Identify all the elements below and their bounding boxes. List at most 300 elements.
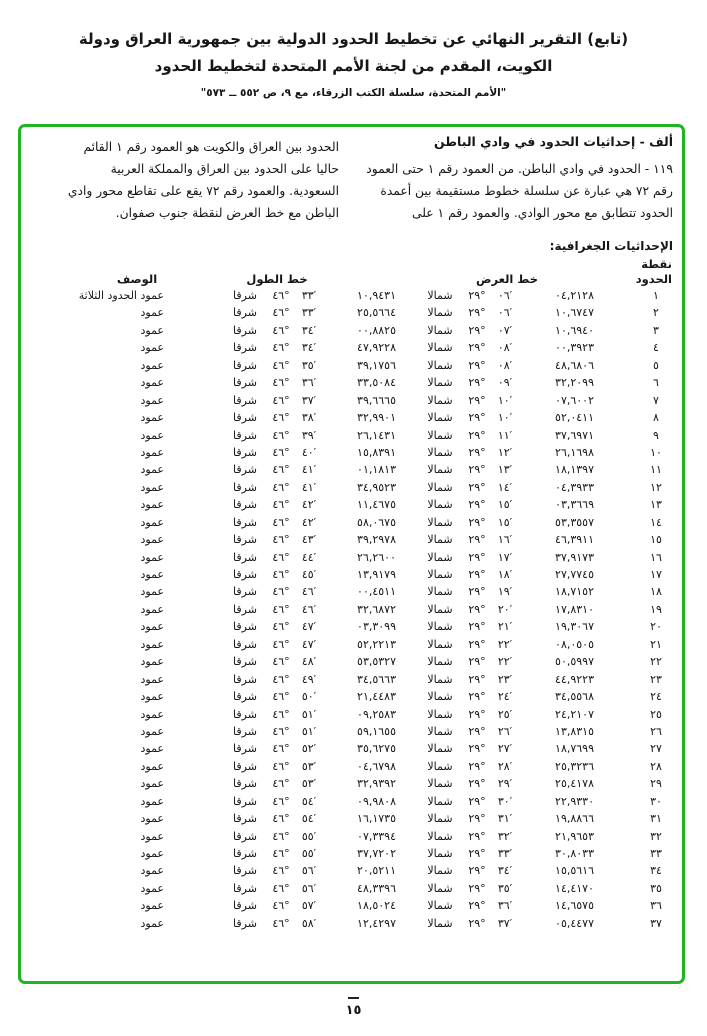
north-label: شمالا bbox=[427, 602, 453, 616]
east-label: شرقا bbox=[233, 742, 257, 756]
longitude-minutes: ٤٢′ bbox=[301, 498, 317, 512]
longitude-degrees: ٤٦° bbox=[272, 794, 290, 808]
longitude-seconds: ٣٣,٥٠٨٤ bbox=[357, 376, 396, 390]
latitude-seconds: ٠٤,٢١٢٨ bbox=[555, 289, 594, 302]
north-label: شمالا bbox=[427, 777, 453, 791]
point-number: ٢ bbox=[653, 306, 659, 320]
longitude-seconds: ٣٤,٥٦٦٣ bbox=[357, 672, 396, 686]
point-number: ٣٥ bbox=[650, 881, 662, 895]
east-label: شرقا bbox=[233, 812, 257, 826]
longitude-seconds: ٣٤,٩٥٢٣ bbox=[357, 480, 396, 494]
longitude-seconds: ٣٩,٦٦٦٥ bbox=[357, 393, 396, 407]
table-row bbox=[0, 376, 707, 393]
table-row bbox=[0, 394, 707, 411]
latitude-degrees: ٢٩° bbox=[468, 358, 486, 372]
latitude-minutes: ١٠′ bbox=[497, 393, 513, 407]
table-row bbox=[0, 917, 707, 934]
table-row bbox=[0, 446, 707, 463]
east-label: شرقا bbox=[233, 358, 257, 372]
north-label: شمالا bbox=[427, 847, 453, 860]
latitude-degrees: ٢٩° bbox=[468, 655, 486, 669]
longitude-seconds: ١١,٤٦٧٥ bbox=[357, 498, 396, 512]
table-row bbox=[0, 341, 707, 358]
latitude-minutes: ٣١′ bbox=[497, 812, 513, 826]
north-label: شمالا bbox=[427, 533, 453, 547]
latitude-minutes: ١٧′ bbox=[497, 550, 513, 564]
point-number: ١٩ bbox=[650, 602, 662, 616]
longitude-minutes: ٤١′ bbox=[301, 480, 317, 494]
east-label: شرقا bbox=[233, 411, 257, 425]
latitude-degrees: ٢٩° bbox=[468, 515, 486, 529]
longitude-seconds: ١٨,٥٠٢٤ bbox=[357, 899, 396, 913]
longitude-degrees: ٤٦° bbox=[272, 306, 290, 320]
north-label: شمالا bbox=[427, 515, 453, 529]
longitude-degrees: ٤٦° bbox=[272, 550, 290, 564]
point-number: ٢٦ bbox=[650, 724, 662, 738]
latitude-seconds: ٢٤,٢١٠٧ bbox=[555, 707, 594, 721]
latitude-minutes: ٢٦′ bbox=[497, 724, 513, 738]
longitude-degrees: ٤٦° bbox=[272, 602, 290, 616]
page-number-rule bbox=[348, 997, 359, 999]
east-label: شرقا bbox=[233, 602, 257, 616]
latitude-minutes: ١١′ bbox=[497, 428, 513, 442]
longitude-degrees: ٤٦° bbox=[272, 358, 290, 372]
point-number: ٣ bbox=[653, 323, 659, 337]
longitude-minutes: ٤٦′ bbox=[301, 602, 317, 616]
north-label: شمالا bbox=[427, 620, 453, 634]
latitude-seconds: ٤٤,٩٢٢٣ bbox=[555, 672, 594, 686]
latitude-degrees: ٢٩° bbox=[468, 289, 486, 302]
description-cell: عمود bbox=[140, 533, 164, 547]
coordinates-table-rows bbox=[0, 289, 707, 934]
longitude-minutes: ٣٨′ bbox=[301, 411, 317, 425]
north-label: شمالا bbox=[427, 498, 453, 512]
east-label: شرقا bbox=[233, 881, 257, 895]
longitude-seconds: ٢١,٤٤٨٣ bbox=[357, 690, 396, 704]
latitude-minutes: ١٢′ bbox=[497, 445, 513, 459]
point-number: ١٤ bbox=[650, 515, 662, 529]
latitude-seconds: ٠٥,٤٤٧٧ bbox=[555, 916, 594, 930]
latitude-degrees: ٢٩° bbox=[468, 847, 486, 860]
point-number: ٦ bbox=[653, 376, 659, 390]
longitude-degrees: ٤٦° bbox=[272, 724, 290, 738]
latitude-degrees: ٢٩° bbox=[468, 724, 486, 738]
longitude-seconds: ٠٩,٩٨٠٨ bbox=[357, 794, 396, 808]
longitude-minutes: ٤١′ bbox=[301, 463, 317, 477]
table-row bbox=[0, 690, 707, 707]
longitude-seconds: ٠٧,٣٣٩٤ bbox=[357, 829, 396, 843]
longitude-seconds: ٣٢,٩٣٩٢ bbox=[357, 777, 396, 791]
longitude-minutes: ٤٥′ bbox=[301, 568, 317, 581]
latitude-minutes: ١٠′ bbox=[497, 411, 513, 425]
latitude-seconds: ٢٦,١٦٩٨ bbox=[555, 445, 594, 459]
latitude-seconds: ٥٣,٣٥٥٧ bbox=[555, 515, 594, 529]
point-number: ٣٦ bbox=[650, 899, 662, 913]
north-label: شمالا bbox=[427, 794, 453, 808]
longitude-degrees: ٤٦° bbox=[272, 498, 290, 512]
latitude-seconds: ٤٨,٦٨٠٦ bbox=[555, 358, 594, 372]
north-label: شمالا bbox=[427, 585, 453, 599]
longitude-seconds: ٥٩,١٦٥٥ bbox=[357, 724, 396, 738]
latitude-minutes: ٢٠′ bbox=[497, 602, 513, 616]
longitude-seconds: ٣٩,٢٩٧٨ bbox=[357, 533, 396, 547]
longitude-minutes: ٥٥′ bbox=[301, 829, 317, 843]
north-label: شمالا bbox=[427, 376, 453, 390]
longitude-degrees: ٤٦° bbox=[272, 637, 290, 651]
latitude-minutes: ٢٢′ bbox=[497, 637, 513, 651]
longitude-degrees: ٤٦° bbox=[272, 289, 290, 302]
table-row bbox=[0, 655, 707, 672]
latitude-minutes: ١٩′ bbox=[497, 585, 513, 599]
latitude-minutes: ١٣′ bbox=[497, 463, 513, 477]
latitude-seconds: ١٤,٦٥٧٥ bbox=[555, 899, 594, 913]
north-label: شمالا bbox=[427, 881, 453, 895]
latitude-seconds: ١٨,١٣٩٧ bbox=[555, 463, 594, 477]
intro-paragraph-right-column: ١١٩ - الحدود في وادي الباطن. من العمود رقم ١ حتى العمود رقم ٧٢ هي عبارة عن سلسلة خطوط مستقيمة بين أعمدة الحدود تتطابق مع محور الوادي. والعمود رقم ١ على bbox=[366, 162, 673, 220]
latitude-degrees: ٢٩° bbox=[468, 341, 486, 355]
latitude-seconds: ٢٥,٤١٧٨ bbox=[555, 777, 594, 791]
table-row bbox=[0, 324, 707, 341]
north-label: شمالا bbox=[427, 637, 453, 651]
east-label: شرقا bbox=[233, 376, 257, 390]
point-number: ٣٤ bbox=[650, 864, 662, 878]
latitude-degrees: ٢٩° bbox=[468, 568, 486, 581]
latitude-degrees: ٢٩° bbox=[468, 759, 486, 773]
page-number: ١٥ bbox=[345, 1003, 362, 1018]
east-label: شرقا bbox=[233, 899, 257, 913]
latitude-minutes: ٠٨′ bbox=[497, 341, 513, 355]
north-label: شمالا bbox=[427, 899, 453, 913]
point-number: ٣٧ bbox=[650, 916, 662, 930]
longitude-minutes: ٥٢′ bbox=[301, 742, 317, 756]
latitude-degrees: ٢٩° bbox=[468, 428, 486, 442]
east-label: شرقا bbox=[233, 690, 257, 704]
table-row bbox=[0, 533, 707, 550]
geographic-coordinates-label: الإحداثيات الجغرافية: bbox=[549, 239, 673, 253]
east-label: شرقا bbox=[233, 585, 257, 599]
longitude-degrees: ٤٦° bbox=[272, 690, 290, 704]
longitude-minutes: ٣٤′ bbox=[301, 341, 317, 355]
latitude-degrees: ٢٩° bbox=[468, 393, 486, 407]
table-row bbox=[0, 830, 707, 847]
latitude-degrees: ٢٩° bbox=[468, 602, 486, 616]
longitude-degrees: ٤٦° bbox=[272, 376, 290, 390]
longitude-seconds: ٣٢,٦٨٧٢ bbox=[357, 602, 396, 616]
longitude-seconds: ٠٤,٦٧٩٨ bbox=[357, 759, 396, 773]
table-header-longitude: خط الطول bbox=[246, 272, 308, 286]
point-number: ٣٣ bbox=[650, 847, 662, 860]
table-row bbox=[0, 481, 707, 498]
north-label: شمالا bbox=[427, 463, 453, 477]
description-cell: عمود bbox=[140, 899, 164, 913]
latitude-minutes: ٣٤′ bbox=[497, 864, 513, 878]
description-cell: عمود bbox=[140, 742, 164, 756]
point-number: ٢٧ bbox=[650, 742, 662, 756]
longitude-minutes: ٥٠′ bbox=[301, 690, 317, 704]
latitude-seconds: ٥٠,٥٩٩٧ bbox=[555, 655, 594, 669]
latitude-seconds: ٣٢,٢٠٩٩ bbox=[555, 376, 594, 390]
longitude-seconds: ٠٠,٨٨٢٥ bbox=[357, 323, 396, 337]
point-number: ١٨ bbox=[650, 585, 662, 599]
longitude-degrees: ٤٦° bbox=[272, 480, 290, 494]
table-row bbox=[0, 864, 707, 881]
longitude-degrees: ٤٦° bbox=[272, 463, 290, 477]
east-label: شرقا bbox=[233, 306, 257, 320]
latitude-seconds: ٣٠,٨٠٣٣ bbox=[555, 847, 594, 860]
east-label: شرقا bbox=[233, 289, 257, 302]
latitude-degrees: ٢٩° bbox=[468, 376, 486, 390]
longitude-degrees: ٤٦° bbox=[272, 847, 290, 860]
north-label: شمالا bbox=[427, 568, 453, 581]
latitude-minutes: ٠٨′ bbox=[497, 358, 513, 372]
point-number: ٢٣ bbox=[650, 672, 662, 686]
north-label: شمالا bbox=[427, 742, 453, 756]
longitude-seconds: ١٥,٨٣٩١ bbox=[357, 445, 396, 459]
east-label: شرقا bbox=[233, 480, 257, 494]
longitude-minutes: ٥٤′ bbox=[301, 794, 317, 808]
longitude-degrees: ٤٦° bbox=[272, 829, 290, 843]
latitude-minutes: ٣٠′ bbox=[497, 794, 513, 808]
description-cell: عمود bbox=[140, 812, 164, 826]
description-cell: عمود bbox=[140, 463, 164, 477]
longitude-minutes: ٥١′ bbox=[301, 724, 317, 738]
latitude-seconds: ٠٧,٦٠٠٢ bbox=[555, 393, 594, 407]
latitude-seconds: ٢٧,٧٧٤٥ bbox=[555, 568, 594, 581]
latitude-minutes: ٢٤′ bbox=[497, 690, 513, 704]
latitude-seconds: ٠٤,٣٩٣٣ bbox=[555, 480, 594, 494]
longitude-degrees: ٤٦° bbox=[272, 777, 290, 791]
latitude-seconds: ٠٣,٣٦٦٩ bbox=[555, 498, 594, 512]
north-label: شمالا bbox=[427, 812, 453, 826]
description-cell: عمود bbox=[140, 498, 164, 512]
longitude-degrees: ٤٦° bbox=[272, 585, 290, 599]
table-row bbox=[0, 812, 707, 829]
latitude-degrees: ٢٩° bbox=[468, 864, 486, 878]
latitude-minutes: ٢٩′ bbox=[497, 777, 513, 791]
latitude-degrees: ٢٩° bbox=[468, 445, 486, 459]
longitude-minutes: ٤٢′ bbox=[301, 515, 317, 529]
latitude-seconds: ١٩,٣٠٦٧ bbox=[555, 620, 594, 634]
latitude-seconds: ٢١,٩٦٥٣ bbox=[555, 829, 594, 843]
table-row bbox=[0, 429, 707, 446]
latitude-minutes: ٢١′ bbox=[497, 620, 513, 634]
north-label: شمالا bbox=[427, 306, 453, 320]
east-label: شرقا bbox=[233, 498, 257, 512]
longitude-seconds: ٣٥,٦٢٧٥ bbox=[357, 742, 396, 756]
description-cell: عمود bbox=[140, 602, 164, 616]
table-row bbox=[0, 585, 707, 602]
longitude-minutes: ٣٣′ bbox=[301, 289, 317, 302]
longitude-degrees: ٤٦° bbox=[272, 445, 290, 459]
longitude-seconds: ١٦,١٧٣٥ bbox=[357, 812, 396, 826]
longitude-degrees: ٤٦° bbox=[272, 707, 290, 721]
description-cell: عمود bbox=[140, 306, 164, 320]
longitude-degrees: ٤٦° bbox=[272, 411, 290, 425]
description-cell: عمود bbox=[140, 724, 164, 738]
longitude-minutes: ٥٦′ bbox=[301, 864, 317, 878]
east-label: شرقا bbox=[233, 794, 257, 808]
point-number: ٤ bbox=[653, 341, 659, 355]
latitude-degrees: ٢٩° bbox=[468, 777, 486, 791]
latitude-degrees: ٢٩° bbox=[468, 829, 486, 843]
table-row bbox=[0, 638, 707, 655]
east-label: شرقا bbox=[233, 864, 257, 878]
longitude-minutes: ٤٧′ bbox=[301, 620, 317, 634]
east-label: شرقا bbox=[233, 672, 257, 686]
description-cell: عمود bbox=[140, 864, 164, 878]
point-number: ١٥ bbox=[650, 533, 662, 547]
longitude-minutes: ٥٥′ bbox=[301, 847, 317, 860]
table-row bbox=[0, 516, 707, 533]
north-label: شمالا bbox=[427, 289, 453, 302]
point-number: ٩ bbox=[653, 428, 659, 442]
longitude-degrees: ٤٦° bbox=[272, 864, 290, 878]
longitude-minutes: ٤٠′ bbox=[301, 445, 317, 459]
latitude-seconds: ١٩,٨٨٦٦ bbox=[555, 812, 594, 826]
longitude-seconds: ٢٦,٢٦٠٠ bbox=[357, 550, 396, 564]
longitude-degrees: ٤٦° bbox=[272, 672, 290, 686]
latitude-minutes: ١٥′ bbox=[497, 515, 513, 529]
latitude-degrees: ٢٩° bbox=[468, 533, 486, 547]
point-number: ٢٨ bbox=[650, 759, 662, 773]
north-label: شمالا bbox=[427, 428, 453, 442]
description-cell: عمود bbox=[140, 568, 164, 581]
point-number: ٢٥ bbox=[650, 707, 662, 721]
longitude-seconds: ٤٨,٣٣٩٦ bbox=[357, 881, 396, 895]
latitude-seconds: ١٤,٤١٧٠ bbox=[555, 881, 594, 895]
longitude-minutes: ٥٤′ bbox=[301, 812, 317, 826]
table-row bbox=[0, 498, 707, 515]
point-number: ١٧ bbox=[650, 568, 662, 581]
intro-paragraph-left-column: الحدود بين العراق والكويت هو العمود رقم ١ القائم حاليا على الحدود بين العراق والمملكة العربية السعودية. والعمود رقم ٧٢ يقع على تقاطع محور وادي الباطن مع خط العرض لنقطة جنوب صفوان. bbox=[67, 140, 339, 220]
table-row bbox=[0, 795, 707, 812]
description-cell: عمود bbox=[140, 550, 164, 564]
latitude-degrees: ٢٩° bbox=[468, 498, 486, 512]
latitude-seconds: ١٨,٧٦٩٩ bbox=[555, 742, 594, 756]
longitude-minutes: ٥٣′ bbox=[301, 759, 317, 773]
latitude-seconds: ٢٥,٣٢٣٦ bbox=[555, 759, 594, 773]
longitude-degrees: ٤٦° bbox=[272, 428, 290, 442]
latitude-degrees: ٢٩° bbox=[468, 637, 486, 651]
north-label: شمالا bbox=[427, 724, 453, 738]
longitude-degrees: ٤٦° bbox=[272, 515, 290, 529]
table-row bbox=[0, 568, 707, 585]
longitude-degrees: ٤٦° bbox=[272, 742, 290, 756]
longitude-degrees: ٤٦° bbox=[272, 323, 290, 337]
east-label: شرقا bbox=[233, 655, 257, 669]
latitude-seconds: ١٨,٧١٥٢ bbox=[555, 585, 594, 599]
longitude-seconds: ٣٩,١٧٥٦ bbox=[357, 358, 396, 372]
description-cell: عمود bbox=[140, 777, 164, 791]
longitude-minutes: ٤٤′ bbox=[301, 550, 317, 564]
latitude-minutes: ٢٨′ bbox=[497, 759, 513, 773]
point-number: ١٢ bbox=[650, 480, 662, 494]
latitude-seconds: ٢٢,٩٣٣٠ bbox=[555, 794, 594, 808]
latitude-minutes: ٢٣′ bbox=[497, 672, 513, 686]
east-label: شرقا bbox=[233, 707, 257, 721]
longitude-minutes: ٣٩′ bbox=[301, 428, 317, 442]
table-row bbox=[0, 760, 707, 777]
table-row bbox=[0, 899, 707, 916]
north-label: شمالا bbox=[427, 550, 453, 564]
description-cell: عمود bbox=[140, 759, 164, 773]
point-number: ٢٩ bbox=[650, 777, 662, 791]
longitude-degrees: ٤٦° bbox=[272, 533, 290, 547]
point-number: ٢٠ bbox=[650, 620, 662, 634]
point-number: ١٠ bbox=[650, 445, 662, 459]
latitude-degrees: ٢٩° bbox=[468, 306, 486, 320]
longitude-degrees: ٤٦° bbox=[272, 899, 290, 913]
latitude-minutes: ٢٧′ bbox=[497, 742, 513, 756]
east-label: شرقا bbox=[233, 916, 257, 930]
longitude-minutes: ٣٣′ bbox=[301, 306, 317, 320]
latitude-seconds: ١٣,٨٣١٥ bbox=[555, 724, 594, 738]
table-header-point-bottom: الحدود bbox=[635, 272, 672, 286]
latitude-degrees: ٢٩° bbox=[468, 463, 486, 477]
latitude-degrees: ٢٩° bbox=[468, 585, 486, 599]
east-label: شرقا bbox=[233, 393, 257, 407]
table-row bbox=[0, 620, 707, 637]
table-row bbox=[0, 551, 707, 568]
description-cell: عمود bbox=[140, 620, 164, 634]
longitude-minutes: ٣٧′ bbox=[301, 393, 317, 407]
report-source-line: "الأمم المتحدة، سلسلة الكتب الزرقاء، مع ٩، ص ٥٥٢ ــ ٥٧٣" bbox=[200, 87, 507, 99]
table-header-description: الوصف bbox=[116, 272, 158, 286]
latitude-degrees: ٢٩° bbox=[468, 707, 486, 721]
table-row bbox=[0, 673, 707, 690]
east-label: شرقا bbox=[233, 323, 257, 337]
description-cell: عمود bbox=[140, 341, 164, 355]
latitude-seconds: ١٥,٥٦١٦ bbox=[555, 864, 594, 878]
north-label: شمالا bbox=[427, 916, 453, 930]
point-number: ١٦ bbox=[650, 550, 662, 564]
longitude-seconds: ٥٢,٢٢١٣ bbox=[357, 637, 396, 651]
longitude-minutes: ٤٧′ bbox=[301, 637, 317, 651]
table-row bbox=[0, 708, 707, 725]
description-cell: عمود bbox=[140, 690, 164, 704]
north-label: شمالا bbox=[427, 323, 453, 337]
longitude-seconds: ٠٠,٤٥١١ bbox=[357, 585, 396, 599]
description-cell: عمود bbox=[140, 585, 164, 599]
longitude-minutes: ٥٧′ bbox=[301, 899, 317, 913]
description-cell: عمود bbox=[140, 515, 164, 529]
latitude-degrees: ٢٩° bbox=[468, 672, 486, 686]
latitude-degrees: ٢٩° bbox=[468, 899, 486, 913]
north-label: شمالا bbox=[427, 411, 453, 425]
description-cell: عمود bbox=[140, 655, 164, 669]
latitude-degrees: ٢٩° bbox=[468, 550, 486, 564]
longitude-minutes: ٤٣′ bbox=[301, 533, 317, 547]
latitude-seconds: ١٠,٦٩٤٠ bbox=[555, 323, 594, 337]
table-row bbox=[0, 742, 707, 759]
latitude-minutes: ٠٦′ bbox=[497, 306, 513, 320]
point-number: ٣٠ bbox=[650, 794, 662, 808]
north-label: شمالا bbox=[427, 393, 453, 407]
longitude-seconds: ٢٠,٥٢١١ bbox=[357, 864, 396, 878]
latitude-minutes: ٣٧′ bbox=[497, 916, 513, 930]
longitude-seconds: ٢٦,١٤٣١ bbox=[357, 428, 396, 442]
table-row bbox=[0, 306, 707, 323]
east-label: شرقا bbox=[233, 847, 257, 860]
table-row bbox=[0, 603, 707, 620]
description-cell: عمود bbox=[140, 637, 164, 651]
longitude-seconds: ٠٩,٢٥٨٣ bbox=[357, 707, 396, 721]
longitude-minutes: ٤٩′ bbox=[301, 672, 317, 686]
table-row bbox=[0, 411, 707, 428]
longitude-seconds: ٠١,١٨١٣ bbox=[357, 463, 396, 477]
north-label: شمالا bbox=[427, 341, 453, 355]
point-number: ١١ bbox=[650, 463, 662, 477]
